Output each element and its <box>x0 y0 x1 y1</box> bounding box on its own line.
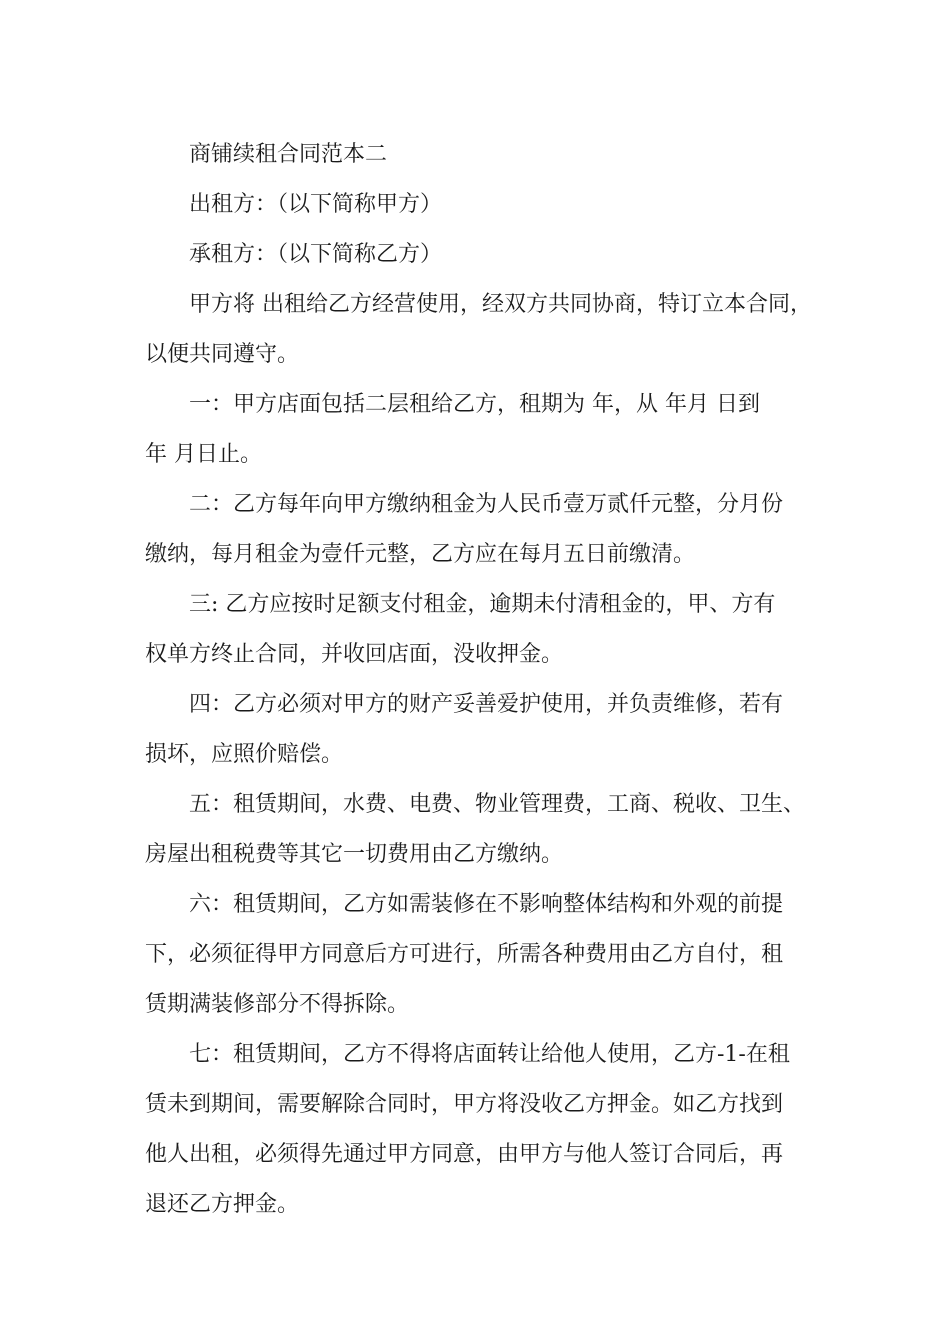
lessor-line: 出租方：（以下简称甲方） <box>189 192 443 217</box>
paragraph-line: 三: 乙方应按时足额支付租金，逾期未付清租金的，甲、方有 <box>189 592 776 617</box>
clause-5 <box>145 780 810 880</box>
paragraph-line: 以便共同遵守。 <box>145 342 300 367</box>
clause-2 <box>145 480 810 580</box>
paragraph-line: 缴纳，每月租金为壹仟元整，乙方应在每月五日前缴清。 <box>145 542 696 567</box>
clause-7 <box>145 1030 810 1230</box>
clause-6 <box>145 880 810 1030</box>
lessee-line: 承租方：（以下简称乙方） <box>189 242 443 267</box>
document-body <box>145 130 810 1230</box>
paragraph-line: 他人出租，必须得先通过甲方同意，由甲方与他人签订合同后，再 <box>145 1142 784 1167</box>
paragraph-line: 二：乙方每年向甲方缴纳租金为人民币壹万贰仟元整，分月份 <box>189 492 784 517</box>
document-title: 商铺续租合同范本二 <box>189 142 388 167</box>
paragraph-line: 赁期满装修部分不得拆除。 <box>145 992 410 1017</box>
paragraph-line: 年 月日止。 <box>145 442 262 467</box>
paragraph-line: 六：租赁期间，乙方如需装修在不影响整体结构和外观的前提 <box>189 892 784 917</box>
paragraph-line: 下，必须征得甲方同意后方可进行，所需各种费用由乙方自付，租 <box>145 942 784 967</box>
paragraph-line: 四：乙方必须对甲方的财产妥善爱护使用，并负责维修，若有 <box>189 692 784 717</box>
paragraph-line: 七：租赁期间，乙方不得将店面转让给他人使用，乙方-1-在租 <box>189 1042 790 1067</box>
paragraph-line: 退还乙方押金。 <box>145 1192 300 1217</box>
clause-4 <box>145 680 810 780</box>
paragraph-line: 房屋出租税费等其它一切费用由乙方缴纳。 <box>145 842 564 867</box>
clause-1 <box>145 380 810 480</box>
paragraph-line: 一：甲方店面包括二层租给乙方，租期为 年，从 年月 日到 <box>189 392 760 417</box>
intro-paragraph <box>145 280 810 380</box>
clause-3 <box>145 580 810 680</box>
paragraph-line: 赁未到期间，需要解除合同时，甲方将没收乙方押金。如乙方找到 <box>145 1092 784 1117</box>
paragraph-line: 权单方终止合同，并收回店面，没收押金。 <box>145 642 564 667</box>
paragraph-line: 甲方将 出租给乙方经营使用，经双方共同协商，特订立本合同， <box>189 292 812 317</box>
paragraph-line: 五：租赁期间，水费、电费、物业管理费，工商、税收、卫生、 <box>189 792 806 817</box>
paragraph-line: 损坏，应照价赔偿。 <box>145 742 344 767</box>
